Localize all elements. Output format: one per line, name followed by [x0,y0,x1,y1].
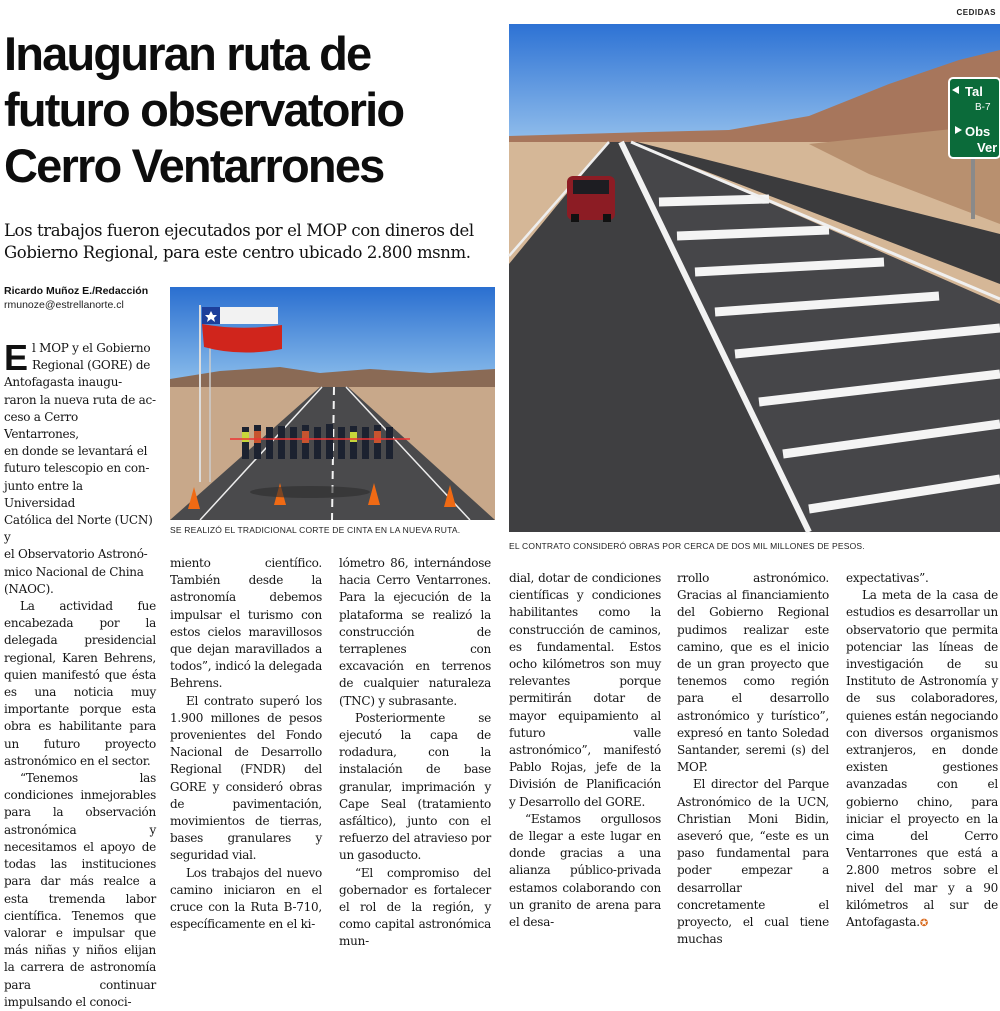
paragraph: dial, dotar de condiciones científicas y condiciones habilitantes como la construcción de caminos, es fundamental. Estos ocho kilómetros son muy relevantes porque permitirán dotar de mayor equipamiento al futuro valle astronómico”, manifestó Pablo Rojas, jefe de la División de Planificación y Desarrollo del GORE. [509,571,661,809]
paragraph: “El compromiso del gobernador es fortalecer el rol de la región, y como capital astronómica mun- [339,865,491,949]
paragraph: “Estamos orgullosos de llegar a este lugar en donde gracias a una alianza público-privada estamos colaborando con un granito de arena para el desa- [509,811,661,930]
paragraph: Posteriormente se ejecutó la capa de rodadura, con la instalación de base granular, imprimación y Cape Seal (tratamiento asfáltico), junto con el refuerzo del atravieso por un gasoducto. [339,710,491,863]
paragraph-text: La meta de la casa de estudios es desarrollar un observatorio que permita potenciar las líneas de investigación de su Instituto de Astronomía y de sus colaboradores, quienes están negociando con diversos organismos extranjeros, en donde existen gestiones avanzadas con el gobierno chino, para iniciar el proyecto en la cima del Cerro Ventarrones que está a 2.800 metros sobre el nivel del mar y a 90 kilómetros al sur de Antofagasta. [846,588,999,930]
lead-line: ceso a Cerro Ventarrones, [4,409,79,442]
subheadline: Los trabajos fueron ejecutados por el MOP con dineros del Gobierno Regional, para este centro ubicado 2.800 msnm. [4,221,474,262]
sign-line-3: Obs [965,124,991,139]
lead-line: el Observatorio Astronó- [4,547,148,562]
road-illustration [509,24,1000,532]
lead-line: Antofagasta inaugu- [4,375,122,390]
drop-cap: E [4,337,29,378]
paragraph: “Tenemos las condiciones inmejorables para la observación astronómica y necesitamos el apoyo de todas las instituciones para dar más realce a esta tremenda labor científica. Tenemos que valorar e impulsar que más niñas y niños elijan la carrera de astronomía para continuar impulsando el conoci- [4,771,156,1009]
paragraph: El contrato superó los 1.900 millones de pesos provenientes del Fondo Nacional de Desarrollo Regional (FNDR) del GORE y consideró obras de pavimentación, movimientos de tierras, bases granulares y seguridad vial. [170,693,322,863]
article-column-4 [509,570,661,931]
article-column-2 [170,555,322,933]
lead-line: mico Nacional de China [4,564,144,579]
paragraph: expectativas”. [846,571,929,585]
paragraph: Los trabajos del nuevo camino iniciaron en el cruce con la Ruta B-710, específicamente en el ki- [170,865,322,932]
lead-line: raron la nueva ruta de ac- [4,392,156,407]
lead-paragraph [4,337,156,598]
lead-line: futuro telescopio en con- [4,461,150,476]
lead-line: (NAOC). [4,581,54,596]
lead-line: junto entre la Universidad [4,478,83,510]
article-column-1 [4,337,156,1011]
headline-line: Cerro Ventarrones [4,139,384,192]
section-tag: CEDIDAS [956,8,996,17]
sign-line-2: B-7 [975,102,991,113]
sign-line-1: Tal [965,84,983,99]
photo-caption-small: SE REALIZÓ EL TRADICIONAL CORTE DE CINTA EN LA NUEVA RUTA. [170,525,461,535]
article-column-3 [339,555,491,951]
lead-line: Católica del Norte (UCN) y [4,513,153,545]
paragraph: El director del Parque Astronómico de la UCN, Christian Moni Bidin, aseveró que, “este es un paso fundamental para poder empezar a desarrollar concretamente el proyecto, el cual tiene muchas [677,777,829,947]
lead-line: en donde se levantará el [4,444,148,459]
headline-line: Inauguran ruta de [4,27,371,80]
paragraph: rrollo astronómico. Gracias al financiamiento del Gobierno Regional pudimos realizar este camino, que es el inicio de un gran proyecto que tenemos como región para el desarrollo astronómico y turístico”, expresó en tanto Soledad Santander, seremi (s) del MOP. [677,571,829,775]
byline: Ricardo Muñoz E./Redacción [4,285,149,297]
article-column-6 [846,570,998,932]
photo-caption-big: EL CONTRATO CONSIDERÓ OBRAS POR CERCA DE DOS MIL MILLONES DE PESOS. [509,541,865,551]
paragraph: lómetro 86, internándose hacia Cerro Ventarrones. Para la ejecución de la plataforma se realizó la construcción de terraplenes con excavación en terrenos de cualquier naturaleza (TNC) y subrasante. [339,556,491,708]
author-email: rmunoze@estrellanorte.cl [4,299,124,311]
new-road-photo [509,24,1000,532]
sign-line-4: Ver [977,140,998,155]
ribbon-cutting-photo [170,287,495,520]
ribbon-cutting-illustration [170,287,495,520]
paragraph [846,587,998,932]
lead-line: Regional (GORE) de [32,358,151,373]
paragraph: La actividad fue encabezada por la delegada presidencial regional, Karen Behrens, quien manifestó que ésta es una noticia muy importante porque esta obra es habilitante para un futuro proyecto astronómico en el sector. [4,599,156,768]
lead-line: l MOP y el Gobierno [32,341,151,355]
end-mark-icon: ✪ [919,918,928,930]
article-column-5 [677,570,829,948]
headline-line: futuro observatorio [4,83,404,136]
paragraph: miento científico. También desde la astronomía debemos impulsar el turismo con estos cielos maravillosos que dejan maravillados a todos”, indicó la delegada Behrens. [170,556,322,691]
headline [4,26,504,194]
